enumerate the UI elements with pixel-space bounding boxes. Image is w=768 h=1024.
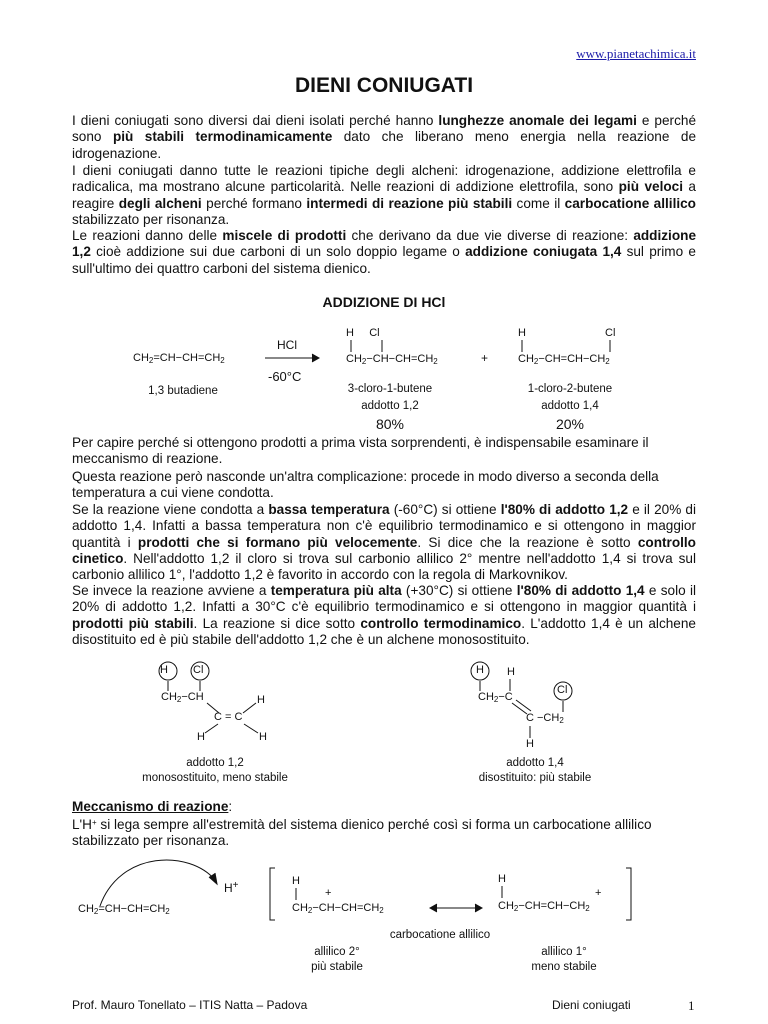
page-title: DIENI CONIUGATI (294, 74, 474, 97)
body-paragraph-2: Questa reazione però nasconde un'altra complicazione: procede in modo diverso a seconda della temperatura a cui viene condotta. (72, 469, 659, 501)
s1-h-br: H (259, 731, 267, 743)
s2-ch2c: $CH_2-C$ (478, 691, 513, 704)
bracket-right (626, 868, 631, 920)
mechanism-heading: Meccanismo di reazione: (72, 799, 233, 814)
mech-butadiene: $CH_2=CH-CH=CH_2$ (78, 903, 170, 916)
s2-h-top: H (476, 664, 484, 676)
intro-paragraph-3: Le reazioni danno delle miscele di prodotti che derivano da due vie diverse di reazione: addizione 1,2 cioè addizione sui due carboni di un solo doppio legame o addizione coniugata 1,4 sul primo e sull'ultimo dei quattro carboni del sistema dienico. (72, 228, 696, 276)
s1-h-circle (159, 662, 177, 680)
product1-name: 3-cloro-1-butene (347, 383, 433, 395)
carbocation-2: $CH_2-CH-CH=CH_2$ (292, 902, 384, 915)
product1-formula: $CH_2-CH-CH=CH_2$ (346, 353, 438, 366)
footer-author: Prof. Mauro Tonellato – ITIS Natta – Padova (72, 998, 308, 1012)
allyl-1-label-2: meno stabile (531, 961, 597, 973)
temperature-label: -60°C (268, 369, 302, 384)
s1-h-right: H (257, 694, 265, 706)
s1-cl-top: Cl (193, 664, 204, 676)
reaction-arrow-head (312, 354, 319, 362)
s2-h-bottom: H (526, 738, 534, 750)
s2-c-ch2: $C -CH_2$ (526, 712, 564, 725)
bracket-left (270, 868, 275, 920)
right-structure-label-2: disostituito: più stabile (478, 772, 592, 784)
s1-h-top: H (160, 664, 168, 676)
allyl-1-label-1: allilico 1° (541, 946, 587, 958)
carbocation-1: $CH_2-CH=CH-CH_2$ (498, 900, 590, 913)
body-paragraph-3: Se la reazione viene condotta a bassa temperatura (-60°C) si ottiene l'80% di addotto 1,2 e il 20% di addotto 1,4. Infatti a bassa temperatura non c'è equilibrio termodinamico e si ottengono in maggior quantità i prodotti che si formano più velocemente. Si dice che la reazione è sotto controllo cinetico. Nell'addotto 1,2 il cloro si trova sul carbonio allilico 2° mentre nell'addotto 1,4 si trova sul carbonio allilico 1°, l'addotto 1,2 è favorito in accordo con la regola di Markovnikov. (72, 502, 696, 583)
p2-substituent-cl: Cl (605, 327, 616, 339)
right-structure-label-1: addotto 1,4 (506, 757, 564, 769)
intro-paragraph-1: I dieni coniugati sono diversi dai dieni isolati perché hanno lunghezze anomale dei legami e perché sono più stabili termodinamicamente dato che liberano meno energia nella reazione de idrogenazione. (72, 113, 697, 161)
allyl-2-label-2: più stabile (311, 961, 363, 973)
s2-cl: Cl (557, 684, 568, 696)
left-structure-label-1: addotto 1,2 (186, 757, 244, 769)
s1-cc: C = C (214, 711, 243, 723)
footer-page-number: 1 (688, 998, 695, 1013)
footer-topic: Dieni coniugati (552, 998, 631, 1012)
intro-paragraph-2: I dieni coniugati danno tutte le reazioni tipiche degli alcheni: idrogenazione, addizione elettrofila e radicalica, ma mostrano alcune particolarità. Nelle reazioni di addizione elettrofila, sono più veloci a reagire degli alcheni perché formano intermedi di reazione più stabili come il carbocatione allilico stabilizzato per risonanza. (72, 163, 696, 227)
c2-plus: + (325, 887, 332, 899)
product2-percent: 20% (555, 416, 585, 432)
s2-h-circle (471, 662, 489, 680)
product2-type: addotto 1,4 (541, 400, 599, 412)
p1-substituents: H Cl (346, 327, 380, 339)
c1-h: H (498, 873, 506, 885)
curved-arrow (100, 860, 215, 906)
allyl-2-label-1: allilico 2° (314, 946, 360, 958)
s2-cl-circle (554, 682, 572, 700)
product1-percent: 80% (375, 416, 405, 432)
s1-cl-circle (191, 662, 209, 680)
section-title-hcl: ADDIZIONE DI HCl (322, 294, 446, 310)
p2-substituent-h: H (518, 327, 526, 339)
body-paragraph-1: Per capire perché si ottengono prodotti a prima vista sorprendenti, è indispensabile esaminare il meccanismo di reazione. (72, 435, 649, 467)
c2-h: H (292, 875, 300, 887)
left-structure-label-2: monosostituito, meno stabile (142, 772, 288, 784)
mechanism-text: L'H+ si lega sempre all'estremità del sistema dienico perché così si forma un carbocatione allilico stabilizzato per risonanza. (72, 817, 652, 849)
butadiene-formula: $CH_2=CH-CH=CH_2$ (133, 352, 225, 365)
s2-h-top2: H (507, 666, 515, 678)
carbocation-caption: carbocatione allilico (389, 929, 491, 941)
website-link[interactable]: www.pianetachimica.it (576, 46, 696, 61)
c1-plus: + (595, 887, 602, 899)
product2-formula: $CH_2-CH=CH-CH_2$ (518, 353, 610, 366)
reagent-label: HCl (277, 338, 297, 352)
reactant-name: 1,3 butadiene (148, 385, 218, 397)
s1-h-bl: H (197, 731, 205, 743)
body-paragraph-4: Se invece la reazione avviene a temperatura più alta (+30°C) si ottiene l'80% di addotto 1,4 e solo il 20% di addotto 1,2. Infatti a 30°C c'è equilibrio termodinamico e si ottengono in maggior quantità i prodotti più stabili. La reazione si dice sotto controllo termodinamico. L'addotto 1,4 è un alchene disostituito ed è più stabile dell'addotto 1,2 che è un alchene monosostituito. (72, 583, 696, 647)
product1-type: addotto 1,2 (361, 400, 419, 412)
s1-ch2ch: $CH_2-CH$ (161, 691, 204, 704)
product2-name: 1-cloro-2-butene (527, 383, 613, 395)
plus-sign: + (481, 351, 489, 365)
h-plus-label: H+ (224, 880, 239, 895)
